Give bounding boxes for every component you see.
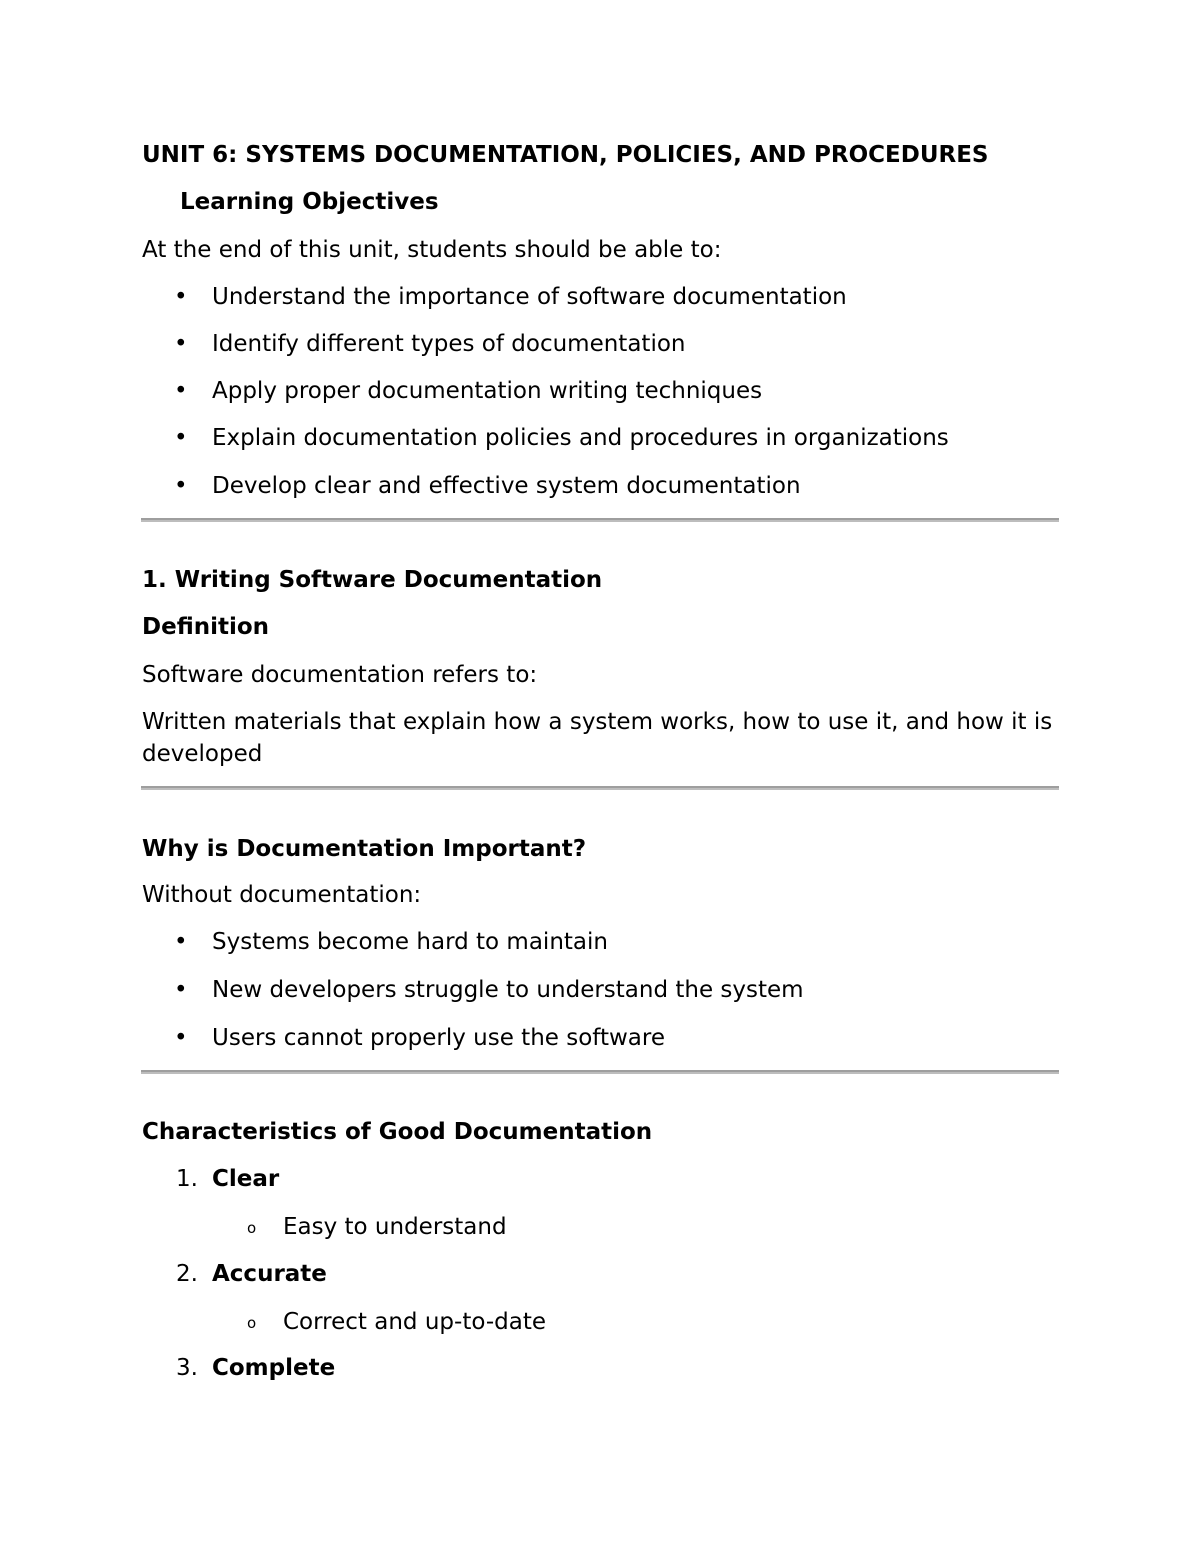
list-item: Understand the importance of software documentation: [212, 284, 847, 310]
horizontal-divider: [141, 786, 1059, 790]
list-number: 1.: [176, 1166, 198, 1192]
bullet-icon: •: [174, 378, 188, 404]
horizontal-divider: [141, 1070, 1059, 1074]
list-item-detail: Correct and up-to-date: [283, 1309, 546, 1335]
bullet-icon: •: [174, 1025, 188, 1051]
list-item: New developers struggle to understand the system: [212, 977, 804, 1003]
list-item: Systems become hard to maintain: [212, 929, 608, 955]
bullet-icon: •: [174, 284, 188, 310]
sub-bullet-icon: o: [247, 1219, 257, 1237]
bullet-icon: •: [174, 331, 188, 357]
objectives-intro: At the end of this unit, students should be able to:: [142, 237, 722, 263]
characteristics-heading: Characteristics of Good Documentation: [142, 1119, 653, 1145]
definition-heading: Definition: [142, 614, 270, 640]
bullet-icon: •: [174, 977, 188, 1003]
bullet-icon: •: [174, 425, 188, 451]
objectives-heading: Learning Objectives: [180, 189, 439, 215]
importance-heading: Why is Documentation Important?: [142, 836, 587, 862]
unit-title: UNIT 6: SYSTEMS DOCUMENTATION, POLICIES, AND PROCEDURES: [142, 142, 989, 168]
list-item-label: Complete: [212, 1355, 336, 1381]
importance-intro: Without documentation:: [142, 882, 422, 908]
bullet-icon: •: [174, 473, 188, 499]
list-item: Users cannot properly use the software: [212, 1025, 666, 1051]
list-item-label: Accurate: [212, 1261, 327, 1287]
definition-intro: Software documentation refers to:: [142, 662, 538, 688]
list-item-detail: Easy to understand: [283, 1214, 507, 1240]
list-number: 3.: [176, 1355, 198, 1381]
section1-heading: 1. Writing Software Documentation: [142, 567, 603, 593]
bullet-icon: •: [174, 929, 188, 955]
sub-bullet-icon: o: [247, 1314, 257, 1332]
horizontal-divider: [141, 518, 1059, 522]
list-item: Explain documentation policies and procedures in organizations: [212, 425, 949, 451]
list-item: Apply proper documentation writing techniques: [212, 378, 763, 404]
list-item: Develop clear and effective system documentation: [212, 473, 801, 499]
list-item: Identify different types of documentation: [212, 331, 686, 357]
definition-text: Written materials that explain how a system works, how to use it, and how it is developed: [142, 709, 1053, 767]
list-item-label: Clear: [212, 1166, 280, 1192]
list-number: 2.: [176, 1261, 198, 1287]
